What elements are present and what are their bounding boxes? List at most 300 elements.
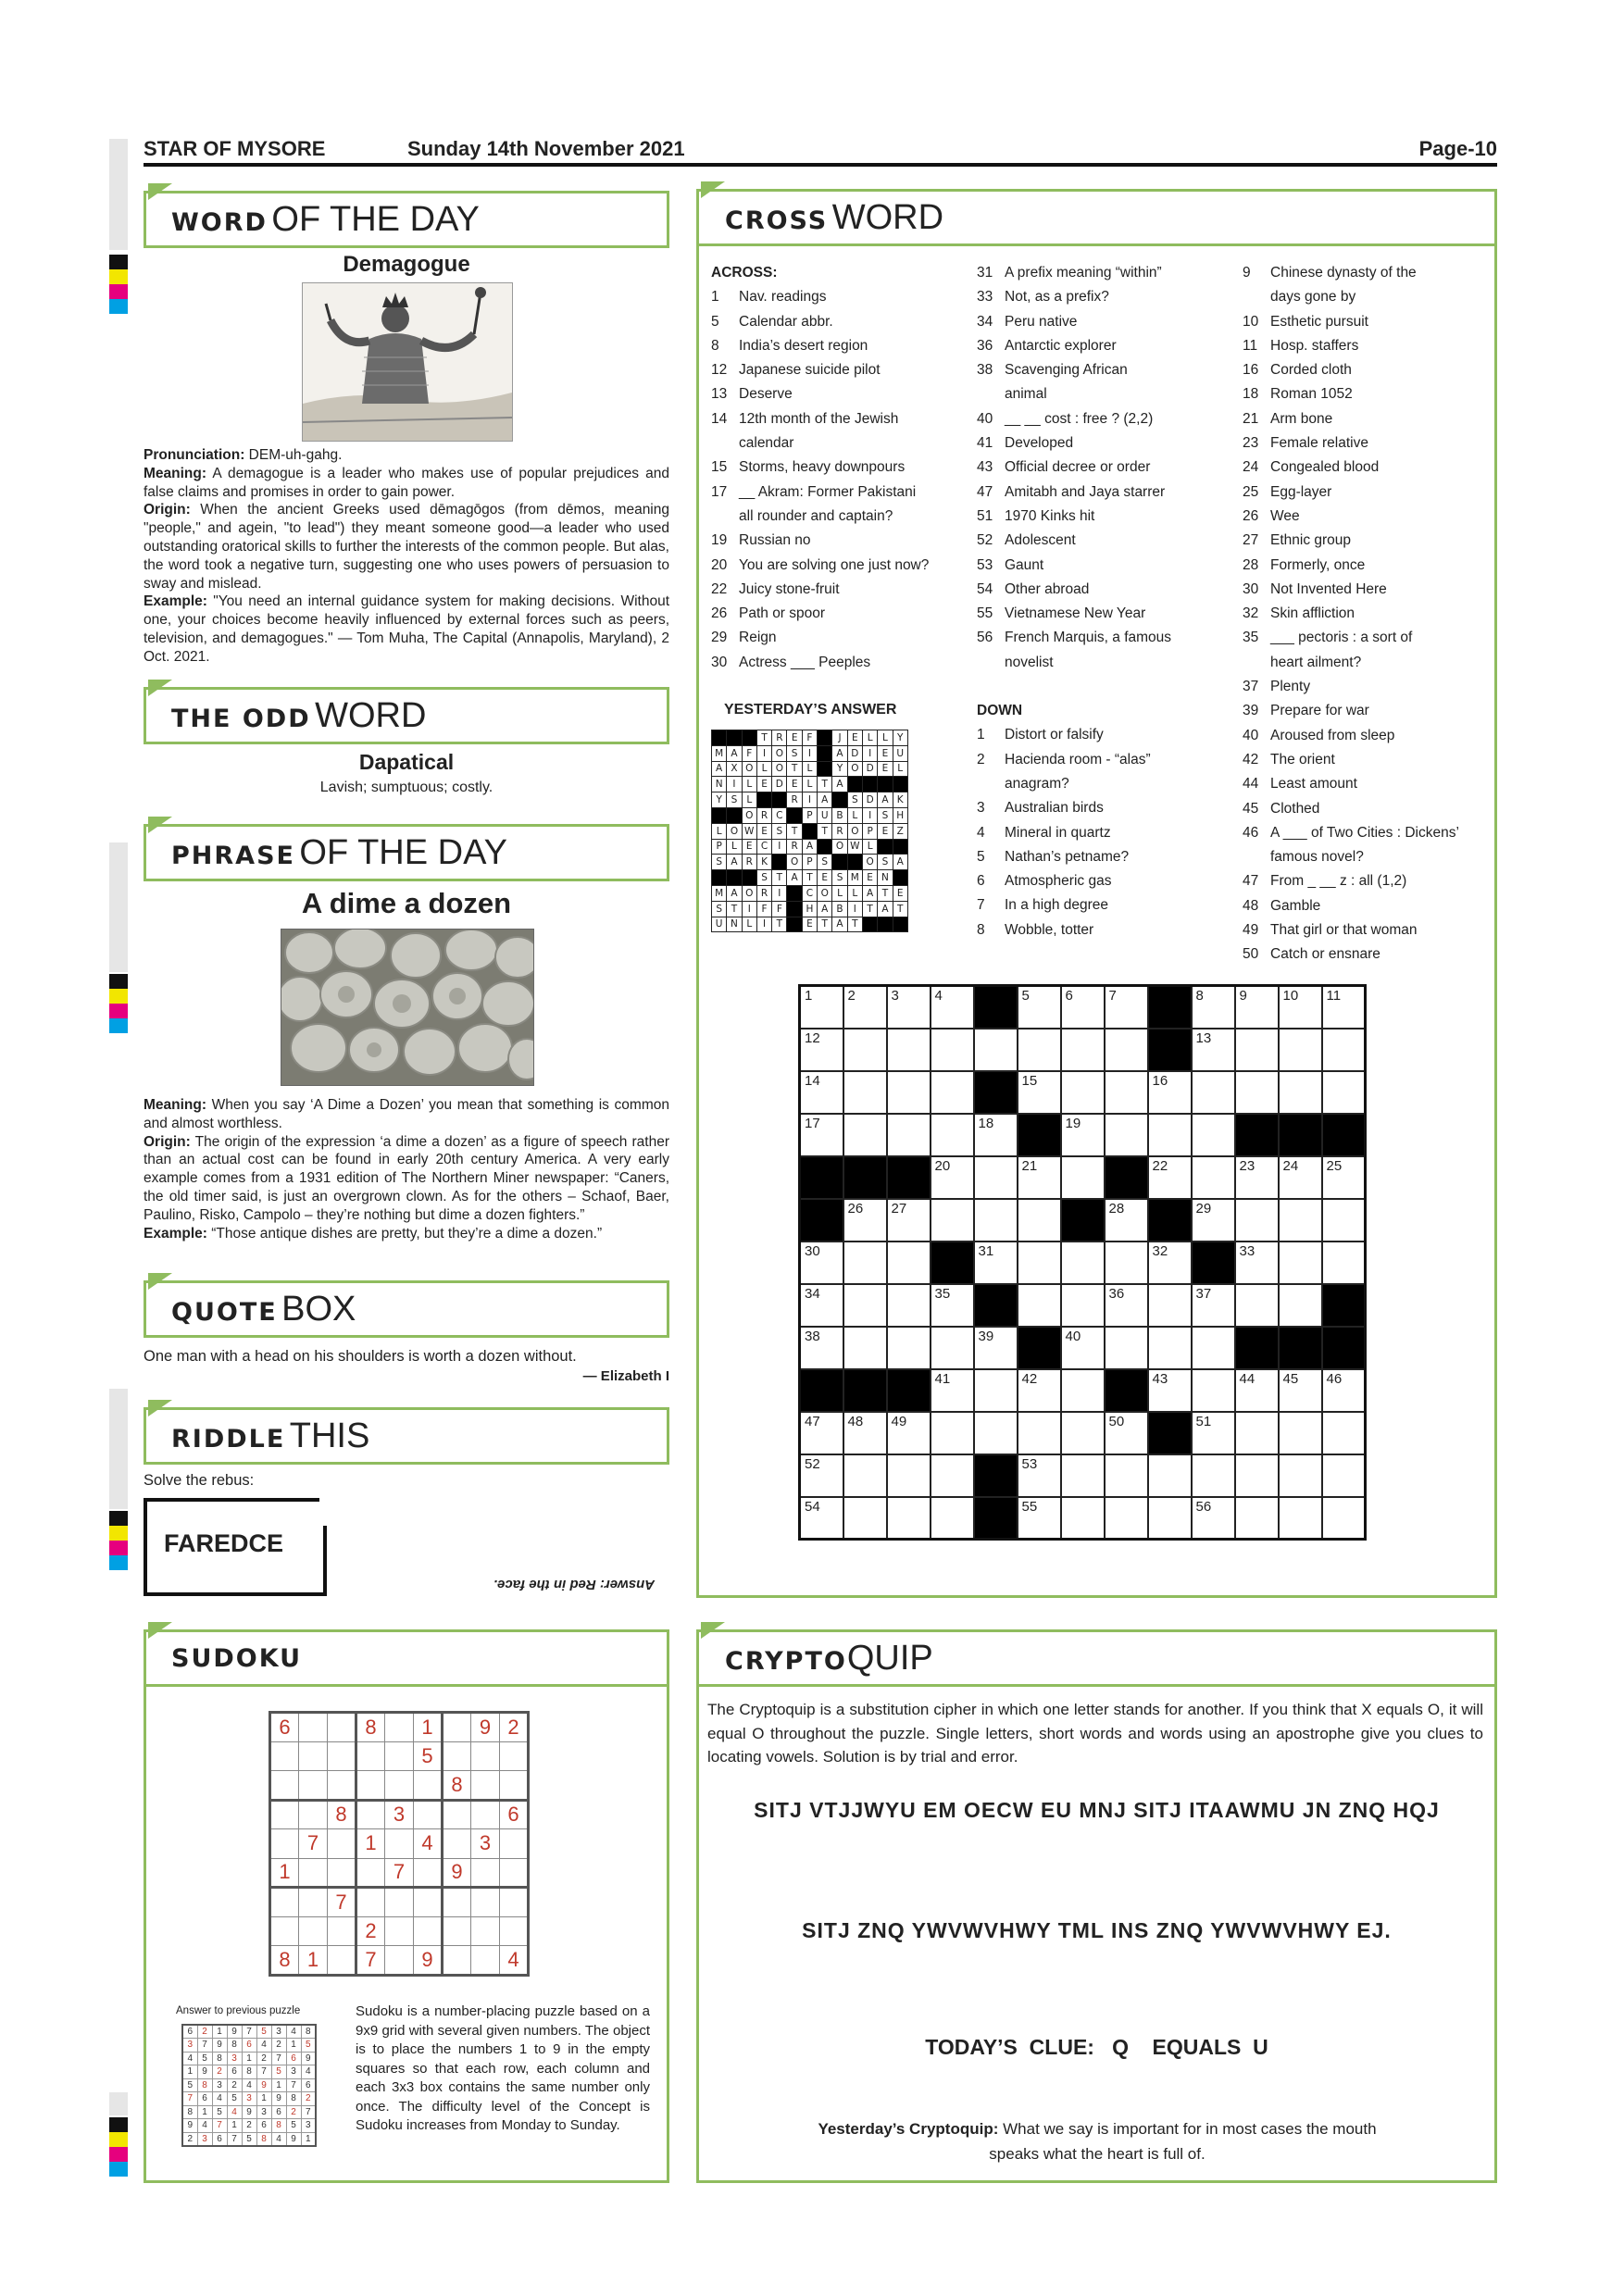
sudoku-cell[interactable]: [270, 1741, 299, 1771]
sudoku-cell[interactable]: [500, 1771, 529, 1801]
sudoku-cell[interactable]: [270, 1771, 299, 1801]
sudoku-cell[interactable]: [500, 1858, 529, 1888]
crossword-cell[interactable]: [887, 1199, 931, 1242]
sudoku-cell[interactable]: [500, 1916, 529, 1946]
crossword-cell[interactable]: [974, 1029, 1018, 1071]
crossword-cell[interactable]: [1322, 1369, 1366, 1412]
crossword-cell[interactable]: [800, 1327, 843, 1369]
crossword-cell[interactable]: [1235, 1497, 1279, 1540]
sudoku-cell[interactable]: [385, 1946, 414, 1976]
crossword-cell[interactable]: [1018, 1412, 1061, 1454]
crossword-cell[interactable]: [887, 1497, 931, 1540]
sudoku-cell[interactable]: [270, 1916, 299, 1946]
crossword-cell[interactable]: [974, 1114, 1018, 1156]
crossword-cell[interactable]: [1061, 1369, 1105, 1412]
crossword-cell[interactable]: [800, 1284, 843, 1327]
crossword-cell[interactable]: [1061, 1284, 1105, 1327]
sudoku-cell[interactable]: [299, 1741, 328, 1771]
sudoku-cell[interactable]: [385, 1916, 414, 1946]
black-cell: [1235, 1327, 1279, 1369]
answer-cell: L: [878, 730, 893, 746]
crossword-cell[interactable]: [1192, 1327, 1235, 1369]
cell-number: [1280, 1242, 1321, 1244]
sudoku-cell[interactable]: [328, 1916, 356, 1946]
clue-item: [711, 310, 961, 334]
crossword-cell[interactable]: [1105, 1412, 1148, 1454]
crossword-cell[interactable]: [931, 1497, 974, 1540]
cell-number: [1018, 1413, 1060, 1415]
answer-cell: S: [818, 855, 832, 870]
cell-number: 32: [1152, 1242, 1168, 1259]
registration-mark: [109, 1555, 128, 1570]
crossword-cell[interactable]: [1018, 1199, 1061, 1242]
prev-sudoku-cell: 9: [197, 2065, 212, 2079]
cell-number: 55: [1021, 1498, 1038, 1515]
crossword-cell[interactable]: [974, 1369, 1018, 1412]
sudoku-cell[interactable]: [414, 1771, 443, 1801]
clue-item: [977, 578, 1227, 602]
clue-number: 32: [1243, 605, 1259, 622]
answer-cell: I: [772, 839, 787, 855]
crossword-cell[interactable]: [931, 1327, 974, 1369]
crossword-cell[interactable]: [1192, 1412, 1235, 1454]
clue-number: 49: [1243, 922, 1259, 939]
crossword-cell[interactable]: [1322, 1071, 1366, 1114]
sudoku-cell[interactable]: [414, 1800, 443, 1829]
sudoku-cell[interactable]: [356, 1800, 385, 1829]
prev-sudoku-cell: 6: [227, 2065, 242, 2079]
clue-item: [711, 407, 961, 431]
clue-text: Hosp. staffers: [1270, 337, 1359, 354]
sudoku-cell[interactable]: [356, 1888, 385, 1917]
sudoku-cell[interactable]: [356, 1741, 385, 1771]
cell-number: [1280, 1413, 1321, 1415]
crossword-cell[interactable]: [931, 986, 974, 1029]
crossword-cell[interactable]: [1061, 1114, 1105, 1156]
black-cell: [818, 745, 832, 761]
sudoku-cell[interactable]: [500, 1888, 529, 1917]
answer-cell: M: [847, 870, 862, 886]
crossword-cell[interactable]: [1148, 1242, 1192, 1284]
clue-item: [711, 480, 961, 505]
crossword-cell[interactable]: [1279, 1029, 1322, 1071]
leviathan-engraving: [302, 282, 513, 442]
crossword-cell[interactable]: [843, 1071, 887, 1114]
crossword-cell[interactable]: [1235, 1284, 1279, 1327]
crossword-cell[interactable]: [1018, 1454, 1061, 1497]
crossword-cell[interactable]: [843, 1497, 887, 1540]
crossword-cell[interactable]: [1192, 1454, 1235, 1497]
crossword-cell[interactable]: [1018, 1369, 1061, 1412]
crossword-cell[interactable]: [1018, 1497, 1061, 1540]
paper-name: STAR OF MYSORE: [144, 137, 326, 160]
crossword-cell[interactable]: [1322, 1242, 1366, 1284]
clue-item: [1243, 942, 1493, 967]
sudoku-cell[interactable]: [299, 1771, 328, 1801]
crossword-cell[interactable]: [843, 1199, 887, 1242]
crossword-cell[interactable]: [1279, 1412, 1322, 1454]
crossword-cell[interactable]: [887, 986, 931, 1029]
crossword-cell[interactable]: [887, 1029, 931, 1071]
crossword-cell[interactable]: [1235, 1242, 1279, 1284]
crossword-cell[interactable]: [931, 1284, 974, 1327]
crossword-cell[interactable]: [1279, 1199, 1322, 1242]
black-cell: [878, 777, 893, 792]
cell-number: 2: [847, 988, 856, 1004]
crossword-cell[interactable]: [1148, 1369, 1192, 1412]
cell-number: [844, 1285, 886, 1287]
crossword-cell[interactable]: [1192, 1369, 1235, 1412]
sudoku-cell[interactable]: [443, 1888, 471, 1917]
crossword-cell[interactable]: [1061, 1071, 1105, 1114]
crossword-cell[interactable]: [1105, 1497, 1148, 1540]
registration-mark: [109, 2162, 128, 2177]
crossword-cell[interactable]: [1192, 1497, 1235, 1540]
crossword-cell[interactable]: [1192, 1199, 1235, 1242]
cell-number: 26: [847, 1200, 864, 1217]
sudoku-cell[interactable]: [299, 1888, 328, 1917]
crossword-cell[interactable]: [1105, 1071, 1148, 1114]
crossword-cell[interactable]: [1148, 1156, 1192, 1199]
sudoku-cell[interactable]: [299, 1858, 328, 1888]
sudoku-cell[interactable]: [299, 1916, 328, 1946]
todays-clue: TODAY’S CLUE: Q EQUALS U: [925, 2035, 1268, 2059]
sudoku-cell[interactable]: [328, 1829, 356, 1859]
crossword-cell[interactable]: [1061, 1412, 1105, 1454]
cell-number: [1323, 1029, 1365, 1031]
sudoku-cell[interactable]: [328, 1713, 356, 1742]
crossword-cell[interactable]: [1018, 1029, 1061, 1071]
crossword-cell[interactable]: [1061, 1454, 1105, 1497]
answer-cell: O: [787, 855, 802, 870]
crossword-cell[interactable]: [1105, 1327, 1148, 1369]
sudoku-cell[interactable]: [328, 1858, 356, 1888]
clue-text: all rounder and captain?: [739, 507, 893, 524]
title-big: OF THE DAY: [271, 200, 480, 239]
clue-number: 34: [977, 313, 993, 330]
crossword-cell[interactable]: [887, 1327, 931, 1369]
clue-text: India’s desert region: [739, 337, 868, 354]
clue-text: Clothed: [1270, 800, 1320, 817]
sudoku-cell[interactable]: [385, 1888, 414, 1917]
crossword-cell[interactable]: [1322, 986, 1366, 1029]
header-rule: [144, 163, 1497, 167]
cell-number: 15: [1021, 1072, 1038, 1089]
crossword-cell[interactable]: [931, 1071, 974, 1114]
cell-number: [1236, 1200, 1278, 1202]
black-cell: [931, 1242, 974, 1284]
sudoku-cell[interactable]: [414, 1858, 443, 1888]
clue-text: A ___ of Two Cities : Dickens’: [1270, 824, 1459, 841]
sudoku-cell[interactable]: [471, 1916, 500, 1946]
crossword-cell[interactable]: [1279, 1284, 1322, 1327]
answer-cell: U: [712, 917, 727, 932]
crossword-cell[interactable]: [1018, 1284, 1061, 1327]
sudoku-cell[interactable]: [500, 1741, 529, 1771]
crossword-cell[interactable]: [1148, 1497, 1192, 1540]
clue-number: 19: [711, 532, 728, 549]
black-cell: [742, 870, 756, 886]
down-label: DOWN: [977, 703, 1023, 719]
crossword-cell[interactable]: [843, 1327, 887, 1369]
crossword-cell[interactable]: [1105, 1242, 1148, 1284]
sudoku-cell[interactable]: [471, 1741, 500, 1771]
answer-cell: Z: [893, 823, 907, 839]
cipher-line-1: SITJ VTJJWYU EM OECW EU MNJ SITJ ITAAWMU JN ZNQ HQJ: [754, 1798, 1440, 1822]
crossword-cell[interactable]: [1061, 1497, 1105, 1540]
crossword-cell[interactable]: [1192, 1029, 1235, 1071]
crossword-cell[interactable]: [1279, 1071, 1322, 1114]
crossword-cell[interactable]: [1235, 1029, 1279, 1071]
sudoku-cell[interactable]: [443, 1800, 471, 1829]
sudoku-cell[interactable]: [471, 1888, 500, 1917]
crossword-cell[interactable]: [931, 1029, 974, 1071]
sudoku-cell: 3: [385, 1800, 414, 1829]
crossword-cell[interactable]: [1105, 986, 1148, 1029]
example: “Those antique dishes are pretty, but they’re a dime a dozen.”: [211, 1225, 603, 1242]
crossword-cell[interactable]: [800, 1114, 843, 1156]
cell-number: 49: [891, 1413, 907, 1429]
sudoku-cell[interactable]: [443, 1916, 471, 1946]
crossword-cell[interactable]: [887, 1114, 931, 1156]
black-cell: [800, 1199, 843, 1242]
clue-text: 1970 Kinks hit: [1005, 507, 1095, 524]
crossword-cell[interactable]: [1279, 1497, 1322, 1540]
crossword-cell[interactable]: [1105, 1454, 1148, 1497]
crossword-cell[interactable]: [1235, 1156, 1279, 1199]
crossword-cell[interactable]: [1192, 1071, 1235, 1114]
sudoku-cell[interactable]: [414, 1888, 443, 1917]
crossword-cell[interactable]: [887, 1412, 931, 1454]
sudoku-cell[interactable]: [500, 1829, 529, 1859]
crossword-cell[interactable]: [1235, 1454, 1279, 1497]
sudoku-cell[interactable]: [443, 1829, 471, 1859]
crossword-cell[interactable]: [931, 1114, 974, 1156]
prev-sudoku-cell: 4: [286, 2025, 301, 2039]
crossword-cell[interactable]: [1235, 1071, 1279, 1114]
cell-number: [1018, 1285, 1060, 1287]
sudoku-cell[interactable]: [328, 1771, 356, 1801]
crossword-cell[interactable]: [974, 1412, 1018, 1454]
answer-cell: S: [712, 901, 727, 917]
clue-item: [711, 285, 961, 309]
crossword-cell[interactable]: [1235, 1412, 1279, 1454]
sudoku-cell: 7: [385, 1858, 414, 1888]
answer-cell: O: [818, 885, 832, 901]
sudoku-cell[interactable]: [270, 1800, 299, 1829]
crossword-cell[interactable]: [1322, 1497, 1366, 1540]
label: Pronunciation:: [144, 447, 245, 463]
clue-text: Scavenging African: [1005, 362, 1128, 379]
crossword-cell[interactable]: [800, 1071, 843, 1114]
answer-cell: B: [832, 901, 847, 917]
crossword-cell[interactable]: [887, 1454, 931, 1497]
sudoku-cell: 8: [270, 1946, 299, 1976]
clue-number: 37: [1243, 679, 1259, 695]
prev-sudoku-cell: 5: [197, 2052, 212, 2065]
prev-sudoku-cell: 1: [286, 2039, 301, 2053]
title-small: CROSS: [725, 206, 829, 235]
clue-item: [711, 578, 961, 602]
crossword-cell[interactable]: [1148, 1327, 1192, 1369]
crossword-cell[interactable]: [1148, 1114, 1192, 1156]
issue-date: Sunday 14th November 2021: [407, 137, 685, 160]
crossword-cell[interactable]: [800, 1454, 843, 1497]
crossword-cell[interactable]: [1105, 1284, 1148, 1327]
crossword-cell[interactable]: [887, 1071, 931, 1114]
crossword-cell[interactable]: [1322, 1029, 1366, 1071]
crossword-cell[interactable]: [931, 1199, 974, 1242]
sudoku-cell[interactable]: [385, 1741, 414, 1771]
sudoku-cell: 6: [500, 1800, 529, 1829]
crossword-cell[interactable]: [887, 1284, 931, 1327]
sudoku-cell[interactable]: [471, 1858, 500, 1888]
sudoku-cell[interactable]: [443, 1741, 471, 1771]
crossword-cell[interactable]: [800, 1242, 843, 1284]
clue-number: 15: [711, 459, 728, 476]
crossword-cell[interactable]: [1279, 986, 1322, 1029]
registration-mark: [109, 255, 128, 269]
sudoku-cell[interactable]: [471, 1771, 500, 1801]
crossword-cell[interactable]: [1148, 1071, 1192, 1114]
sudoku-cell[interactable]: [414, 1916, 443, 1946]
prev-sudoku-cell: 3: [286, 2065, 301, 2079]
featured-word: Demagogue: [343, 252, 470, 277]
crossword-cell[interactable]: [1192, 1114, 1235, 1156]
crossword-cell[interactable]: [1192, 1284, 1235, 1327]
prev-sudoku-cell: 6: [271, 2105, 286, 2119]
sudoku-cell[interactable]: [385, 1713, 414, 1742]
clue-number: 3: [977, 800, 985, 817]
crossword-cell[interactable]: [843, 1454, 887, 1497]
crossword-cell[interactable]: [800, 986, 843, 1029]
cell-number: 8: [1195, 988, 1204, 1004]
crossword-cell[interactable]: [1105, 1114, 1148, 1156]
crossword-cell[interactable]: [1061, 1156, 1105, 1199]
crossword-cell[interactable]: [1061, 1029, 1105, 1071]
sudoku-cell[interactable]: [299, 1800, 328, 1829]
black-cell: [1279, 1327, 1322, 1369]
crossword-cell[interactable]: [1235, 1369, 1279, 1412]
crossword-cell[interactable]: [1018, 1242, 1061, 1284]
crossword-cell[interactable]: [800, 1497, 843, 1540]
crossword-cell[interactable]: [1061, 986, 1105, 1029]
crossword-cell[interactable]: [1322, 1454, 1366, 1497]
sudoku-cell[interactable]: [471, 1800, 500, 1829]
sudoku-cell[interactable]: [356, 1858, 385, 1888]
cell-number: [888, 1455, 930, 1457]
crossword-cell[interactable]: [931, 1156, 974, 1199]
clue-text: Developed: [1005, 435, 1074, 452]
clue-number: 1: [977, 727, 985, 743]
crossword-cell[interactable]: [1279, 1242, 1322, 1284]
crossword-cell[interactable]: [1235, 1199, 1279, 1242]
sudoku-cell[interactable]: [356, 1771, 385, 1801]
crossword-cell[interactable]: [1018, 1071, 1061, 1114]
crossword-cell[interactable]: [1148, 1284, 1192, 1327]
sudoku-cell[interactable]: [385, 1771, 414, 1801]
answer-cell: R: [787, 792, 802, 808]
crossword-cell[interactable]: [1279, 1454, 1322, 1497]
clue-text: Nav. readings: [739, 289, 827, 306]
crossword-cell[interactable]: [1061, 1242, 1105, 1284]
prev-sudoku-cell: 2: [197, 2025, 212, 2039]
clue-number: 33: [977, 289, 993, 306]
crossword-cell[interactable]: [974, 1156, 1018, 1199]
answer-cell: H: [802, 901, 817, 917]
sudoku-cell[interactable]: [270, 1888, 299, 1917]
answer-cell: R: [742, 855, 756, 870]
crossword-cell[interactable]: [1235, 986, 1279, 1029]
crossword-cell[interactable]: [1192, 986, 1235, 1029]
sudoku-cell: 2: [500, 1713, 529, 1742]
sudoku-cell[interactable]: [443, 1946, 471, 1976]
label: Origin:: [144, 502, 191, 518]
sudoku-cell[interactable]: [270, 1829, 299, 1859]
label: Origin:: [144, 1133, 191, 1150]
clue-text: Least amount: [1270, 776, 1357, 792]
crossword-cell[interactable]: [843, 1284, 887, 1327]
crossword-cell[interactable]: [843, 1242, 887, 1284]
crossword-cell[interactable]: [1279, 1369, 1322, 1412]
clue-text: Corded cloth: [1270, 362, 1352, 379]
crossword-cell[interactable]: [931, 1454, 974, 1497]
crossword-cell[interactable]: [843, 986, 887, 1029]
black-cell: [893, 870, 907, 886]
clue-text: famous novel?: [1270, 849, 1364, 866]
crossword-cell[interactable]: [974, 1242, 1018, 1284]
sudoku-cell[interactable]: [328, 1946, 356, 1976]
clue-text: Esthetic pursuit: [1270, 313, 1368, 330]
clue-item: [977, 529, 1227, 553]
black-cell: [1148, 986, 1192, 1029]
crossword-cell[interactable]: [974, 1199, 1018, 1242]
crossword-cell[interactable]: [1192, 1156, 1235, 1199]
crossword-cell[interactable]: [1148, 1454, 1192, 1497]
crossword-cell[interactable]: [1061, 1327, 1105, 1369]
crossword-cell[interactable]: [1018, 1156, 1061, 1199]
crossword-cell[interactable]: [800, 1412, 843, 1454]
crossword-cell[interactable]: [1322, 1199, 1366, 1242]
clue-text: Aroused from sleep: [1270, 727, 1395, 743]
black-cell: [974, 1284, 1018, 1327]
crossword-cell[interactable]: [931, 1412, 974, 1454]
clue-text: Ethnic group: [1270, 532, 1352, 549]
crossword-cell[interactable]: [931, 1369, 974, 1412]
registration-bar: [109, 1389, 128, 1509]
crossword-cell[interactable]: [843, 1029, 887, 1071]
crossword-cell[interactable]: [843, 1114, 887, 1156]
crossword-cell[interactable]: [1322, 1412, 1366, 1454]
sudoku-cell: 1: [356, 1829, 385, 1859]
sudoku-cell[interactable]: [443, 1713, 471, 1742]
crossword-cell[interactable]: [1105, 1199, 1148, 1242]
sudoku-cell[interactable]: [471, 1946, 500, 1976]
sudoku-cell[interactable]: [299, 1713, 328, 1742]
crossword-cell[interactable]: [974, 1327, 1018, 1369]
crossword-cell[interactable]: [1279, 1156, 1322, 1199]
title-big: OF THE DAY: [299, 833, 507, 872]
crossword-cell[interactable]: [1018, 986, 1061, 1029]
clue-item: [977, 261, 1227, 285]
sudoku-cell[interactable]: [385, 1829, 414, 1859]
sudoku-cell[interactable]: [328, 1741, 356, 1771]
crossword-cell[interactable]: [843, 1412, 887, 1454]
crossword-cell[interactable]: [800, 1029, 843, 1071]
crossword-cell[interactable]: [887, 1242, 931, 1284]
crossword-cell[interactable]: [1105, 1029, 1148, 1071]
crossword-cell[interactable]: [1322, 1156, 1366, 1199]
